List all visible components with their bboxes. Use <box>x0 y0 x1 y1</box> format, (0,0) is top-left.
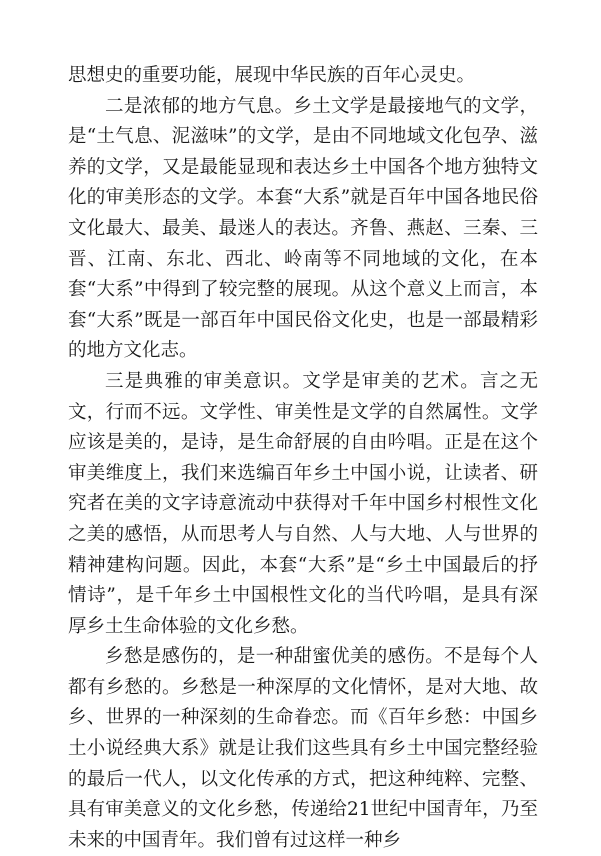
paragraph-aesthetic-awareness: 三是典雅的审美意识。文学是审美的艺术。言之无文，行而不远。文学性、审美性是文学的自然属性。文学应该是美的，是诗，是生命舒展的自由吟唱。正是在这个审美维度上，我们来选编百年乡土中国小说，让读者、研究者在美的文字诗意流动中获得对千年中国乡村根性文化之美的感悟，从而思考人与自然、人与大地、人与世界的精神建构问题。因此，本套“大系”是“乡土中国最后的抒情诗”，是千年乡土中国根性文化的当代吟唱，是具有深厚乡土生命体验的文化乡愁。 <box>68 370 538 637</box>
paragraph-local-flavor: 二是浓郁的地方气息。乡土文学是最接地气的文学，是“土气息、泥滋味”的文学，是由不同地域文化包孕、滋养的文学，又是最能显现和表达乡土中国各个地方独特文化的审美形态的文学。本套“大系”就是百年中国各地民俗文化最大、最美、最迷人的表达。齐鲁、燕赵、三秦、三晋、江南、东北、西北、岭南等不同地域的文化，在本套“大系”中得到了较完整的展现。从这个意义上而言，本套“大系”既是一部百年中国民俗文化史，也是一部最精彩的地方文化志。 <box>68 95 538 362</box>
paragraph-nostalgia: 乡愁是感伤的，是一种甜蜜优美的感伤。不是每个人都有乡愁的。乡愁是一种深厚的文化情怀，是对大地、故乡、世界的一种深刻的生命眷恋。而《百年乡愁：中国乡土小说经典大系》就是让我们这些具有乡土中国完整经验的最后一代人，以文化传承的方式，把这种纯粹、完整、具有审美意义的文化乡愁，传递给21世纪中国青年，乃至未来的中国青年。我们曾有过这样一种乡 <box>68 646 538 851</box>
paragraph-continuation: 思想史的重要功能，展现中华民族的百年心灵史。 <box>68 65 476 86</box>
body-text <box>68 61 538 856</box>
